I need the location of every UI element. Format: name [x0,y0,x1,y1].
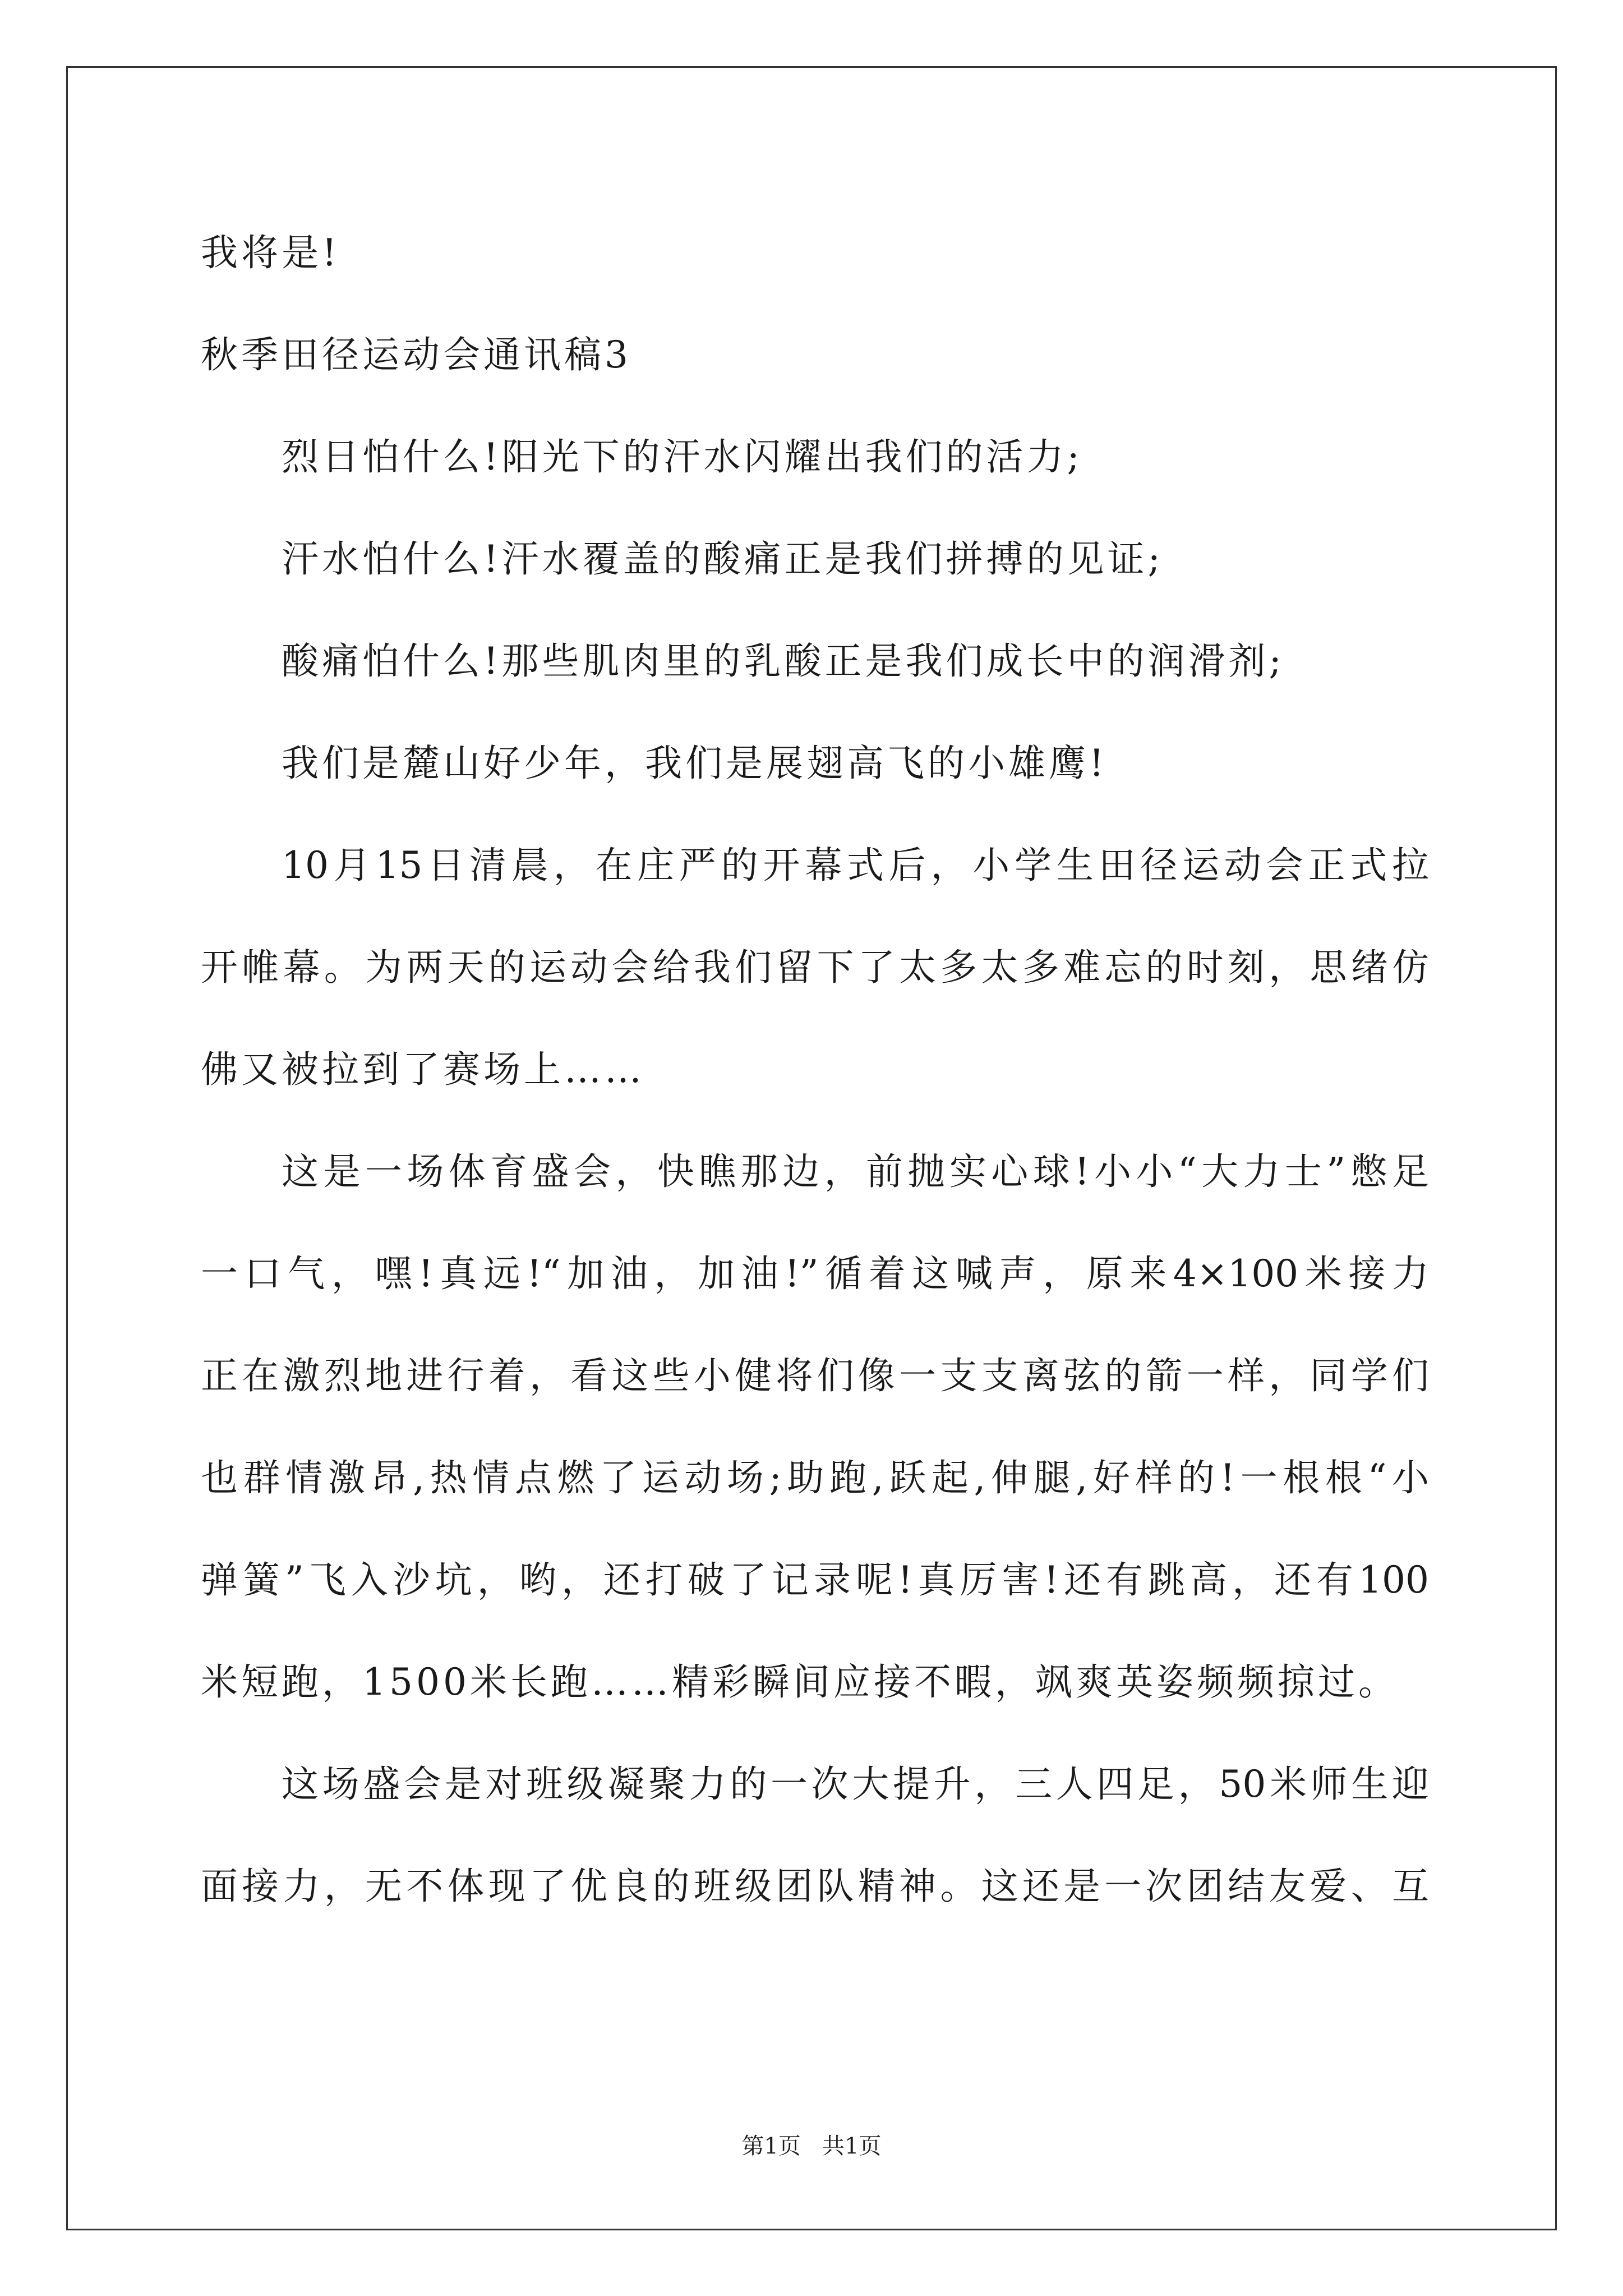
paragraph-line: 正在激烈地进行着，看这些小健将们像一支支离弦的箭一样，同学们 [201,1354,1429,1397]
paragraph-line: 我们是麓山好少年，我们是展翅高飞的小雄鹰! [282,742,1108,785]
paragraph-line: 米短跑，1500米长跑……精彩瞬间应接不暇，飒爽英姿频频掠过。 [201,1660,1399,1704]
paragraph-line: 这是一场体育盛会，快瞧那边，前抛实心球!小小“大力士”憋足 [282,1150,1429,1193]
page-footer: 第1页 共1页 [741,2133,882,2159]
paragraph-line: 烈日怕什么!阳光下的汗水闪耀出我们的活力; [282,435,1083,478]
paragraph-line: 10月15日清晨，在庄严的开幕式后，小学生田径运动会正式拉 [282,844,1429,887]
text-line: 我将是! [201,231,340,274]
paragraph-line: 这场盛会是对班级凝聚力的一次大提升，三人四足，50米师生迎 [282,1763,1429,1806]
paragraph-line: 弹簧”飞入沙坑，哟，还打破了记录呢!真厉害!还有跳高，还有100 [201,1558,1429,1602]
paragraph-line: 汗水怕什么!汗水覆盖的酸痛正是我们拼搏的见证; [282,537,1164,581]
section-title: 秋季田径运动会通讯稿3 [201,333,631,376]
paragraph-line: 也群情激昂,热情点燃了运动场;助跑,跃起,伸腿,好样的!一根根“小 [201,1456,1429,1499]
paragraph-line: 酸痛怕什么!那些肌肉里的乳酸正是我们成长中的润滑剂; [282,639,1285,683]
paragraph-line: 一口气，嘿!真远!“加油，加油!”循着这喊声，原来4×100米接力 [201,1252,1429,1295]
paragraph-line: 佛又被拉到了赛场上…… [201,1048,645,1091]
paragraph-line: 面接力，无不体现了优良的班级团队精神。这还是一次团结友爱、互 [201,1865,1429,1908]
paragraph-line: 开帷幕。为两天的运动会给我们留下了太多太多难忘的时刻，思绪仿 [201,946,1429,989]
